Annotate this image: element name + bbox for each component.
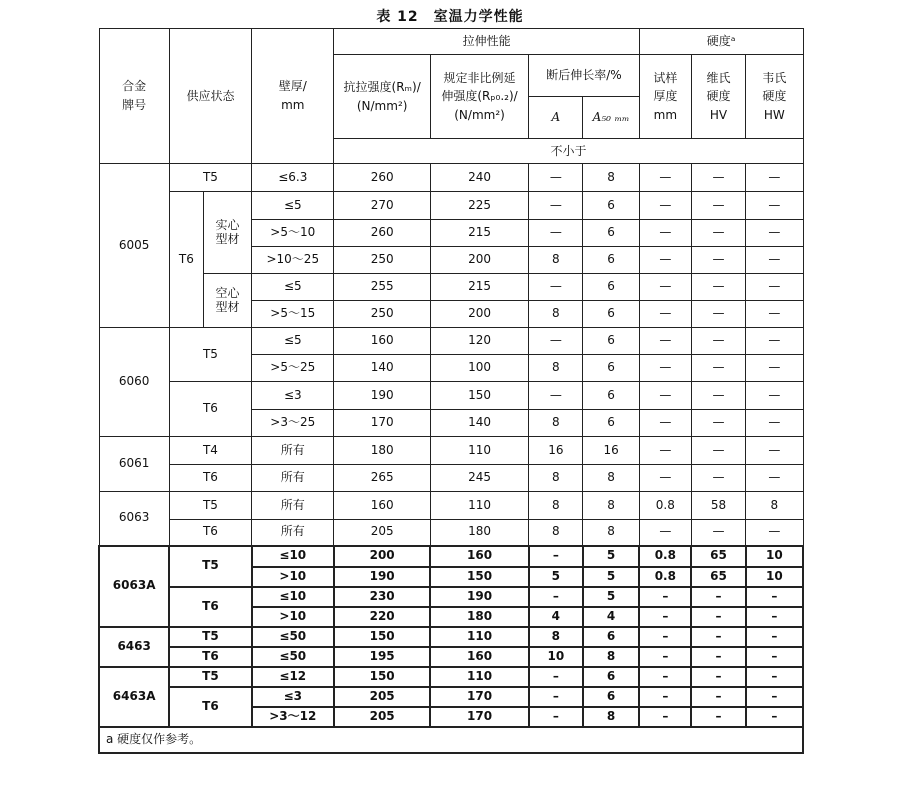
thickness-cell: —: [639, 382, 691, 410]
a50-cell: 8: [583, 647, 639, 667]
supply-state: T4: [169, 437, 251, 465]
a50-cell: 6: [583, 687, 639, 707]
a-cell: —: [529, 192, 583, 220]
thickness-cell: 0.8: [639, 546, 691, 567]
wall-cell: >5～10: [252, 220, 334, 247]
wall-cell: >3～12: [252, 707, 334, 727]
rp-cell: 160: [430, 546, 528, 567]
table-row: [99, 492, 803, 520]
a50-cell: 4: [583, 607, 639, 627]
table-row: [99, 627, 803, 647]
wall-cell: ≤6.3: [252, 164, 334, 192]
rm-cell: 205: [334, 520, 430, 546]
rp-cell: 100: [430, 355, 528, 382]
header-sample-thickness: 试样 厚度 mm: [639, 55, 691, 139]
rp-cell: 180: [430, 520, 528, 546]
wall-cell: ≤3: [252, 687, 334, 707]
alloy-6063: 6063: [99, 492, 169, 546]
a-cell: 4: [529, 607, 583, 627]
rm-cell: 190: [334, 382, 430, 410]
table-row: [99, 164, 803, 192]
wall-cell: 所有: [252, 465, 334, 492]
a50-cell: 5: [583, 587, 639, 607]
rp-cell: 200: [430, 301, 528, 328]
rm-cell: 170: [334, 410, 430, 437]
wall-cell: 所有: [252, 492, 334, 520]
thickness-cell: —: [639, 301, 691, 328]
thickness-cell: —: [639, 355, 691, 382]
hv-cell: 65: [691, 567, 745, 587]
header-min-note: 不小于: [334, 139, 803, 164]
hv-cell: —: [691, 301, 745, 328]
rm-cell: 205: [334, 707, 430, 727]
rm-cell: 140: [334, 355, 430, 382]
a-cell: —: [529, 220, 583, 247]
rm-cell: 160: [334, 328, 430, 355]
a50-cell: 8: [583, 707, 639, 727]
hw-cell: –: [746, 667, 803, 687]
supply-state: T6: [169, 687, 251, 727]
hv-cell: —: [691, 192, 745, 220]
hw-cell: —: [746, 465, 803, 492]
a-cell: —: [529, 328, 583, 355]
hv-cell: –: [691, 627, 745, 647]
hv-cell: 58: [691, 492, 745, 520]
supply-state: T5: [169, 627, 251, 647]
supply-state: T6: [169, 382, 251, 437]
header-tensile-strength: 抗拉强度(Rₘ)/ (N/mm²): [334, 55, 430, 139]
alloy-6063a: 6063A: [99, 546, 169, 627]
rm-cell: 250: [334, 247, 430, 274]
a50-cell: 8: [583, 520, 639, 546]
header-vickers-hardness: 维氏 硬度 HV: [691, 55, 745, 139]
rm-cell: 250: [334, 301, 430, 328]
a-cell: –: [529, 707, 583, 727]
hw-cell: —: [746, 437, 803, 465]
alloy-6061: 6061: [99, 437, 169, 492]
table-row: [99, 546, 803, 567]
header-elongation: 断后伸长率/%: [529, 55, 639, 97]
thickness-cell: —: [639, 220, 691, 247]
hv-cell: —: [691, 465, 745, 492]
supply-state: T5: [169, 667, 251, 687]
a-cell: —: [529, 164, 583, 192]
wall-cell: >10～25: [252, 247, 334, 274]
a-cell: 8: [529, 410, 583, 437]
hv-cell: —: [691, 520, 745, 546]
a50-cell: 8: [583, 164, 639, 192]
hw-cell: 10: [746, 546, 803, 567]
table-row: [99, 520, 803, 546]
header-tensile-properties: 拉伸性能: [334, 29, 639, 55]
profile-hollow: 空心 型材: [203, 274, 251, 328]
rp-cell: 150: [430, 382, 528, 410]
rp-cell: 225: [430, 192, 528, 220]
wall-cell: >3～25: [252, 410, 334, 437]
hw-cell: —: [746, 274, 803, 301]
rp-cell: 110: [430, 437, 528, 465]
rm-cell: 260: [334, 220, 430, 247]
wall-cell: >10: [252, 607, 334, 627]
hv-cell: –: [691, 587, 745, 607]
table-footnote: a 硬度仅作参考。: [99, 727, 803, 753]
hv-cell: —: [691, 437, 745, 465]
a-cell: —: [529, 274, 583, 301]
table-row: [99, 667, 803, 687]
table-row: [99, 437, 803, 465]
rm-cell: 200: [334, 546, 430, 567]
hw-cell: —: [746, 520, 803, 546]
supply-state: T6: [169, 520, 251, 546]
hw-cell: –: [746, 687, 803, 707]
wall-cell: ≤5: [252, 328, 334, 355]
hv-cell: —: [691, 164, 745, 192]
rp-cell: 160: [430, 647, 528, 667]
a-cell: –: [529, 587, 583, 607]
thickness-cell: –: [639, 587, 691, 607]
thickness-cell: —: [639, 247, 691, 274]
hv-cell: —: [691, 410, 745, 437]
a50-cell: 6: [583, 301, 639, 328]
hv-cell: –: [691, 707, 745, 727]
thickness-cell: —: [639, 410, 691, 437]
rp-cell: 170: [430, 707, 528, 727]
hv-cell: –: [691, 687, 745, 707]
thickness-cell: —: [639, 437, 691, 465]
header-alloy: 合金 牌号: [99, 29, 169, 164]
a-cell: 8: [529, 355, 583, 382]
rm-cell: 195: [334, 647, 430, 667]
wall-cell: ≤3: [252, 382, 334, 410]
a-cell: –: [529, 546, 583, 567]
wall-cell: ≤10: [252, 546, 334, 567]
rp-cell: 110: [430, 492, 528, 520]
rm-cell: 270: [334, 192, 430, 220]
rp-cell: 170: [430, 687, 528, 707]
table-row: [99, 587, 803, 607]
header-elongation-a: A: [529, 97, 583, 139]
alloy-6005: 6005: [99, 164, 169, 328]
wall-cell: >5～15: [252, 301, 334, 328]
hw-cell: —: [746, 164, 803, 192]
table-row: [99, 687, 803, 707]
a50-cell: 6: [583, 192, 639, 220]
hw-cell: –: [746, 587, 803, 607]
a-cell: 16: [529, 437, 583, 465]
a50-cell: 6: [583, 328, 639, 355]
a50-cell: 6: [583, 247, 639, 274]
hw-cell: —: [746, 301, 803, 328]
a-cell: 8: [529, 492, 583, 520]
rp-cell: 240: [430, 164, 528, 192]
a-cell: 5: [529, 567, 583, 587]
thickness-cell: –: [639, 607, 691, 627]
hv-cell: 65: [691, 546, 745, 567]
a50-cell: 5: [583, 567, 639, 587]
thickness-cell: –: [639, 707, 691, 727]
hv-cell: —: [691, 382, 745, 410]
mechanical-properties-table: [98, 28, 804, 754]
rm-cell: 265: [334, 465, 430, 492]
hw-cell: —: [746, 410, 803, 437]
hw-cell: —: [746, 247, 803, 274]
hw-cell: —: [746, 355, 803, 382]
wall-cell: ≤10: [252, 587, 334, 607]
supply-state: T5: [169, 546, 251, 587]
wall-cell: ≤50: [252, 627, 334, 647]
hw-cell: —: [746, 382, 803, 410]
header-elongation-a50: A₅₀ ₘₘ: [583, 97, 639, 139]
header-proof-strength: 规定非比例延 伸强度(Rₚ₀.₂)/ (N/mm²): [430, 55, 528, 139]
rp-cell: 200: [430, 247, 528, 274]
thickness-cell: —: [639, 328, 691, 355]
rm-cell: 190: [334, 567, 430, 587]
header-hardness: 硬度ᵃ: [639, 29, 803, 55]
table-row: [99, 328, 803, 355]
thickness-cell: —: [639, 274, 691, 301]
hw-cell: –: [746, 647, 803, 667]
a50-cell: 6: [583, 667, 639, 687]
a-cell: 8: [529, 520, 583, 546]
rp-cell: 140: [430, 410, 528, 437]
supply-state: T6: [169, 587, 251, 627]
hw-cell: —: [746, 220, 803, 247]
thickness-cell: —: [639, 465, 691, 492]
wall-cell: 所有: [252, 520, 334, 546]
thickness-cell: —: [639, 192, 691, 220]
hv-cell: –: [691, 607, 745, 627]
a-cell: 8: [529, 465, 583, 492]
header-webster-hardness: 韦氏 硬度 HW: [746, 55, 803, 139]
a50-cell: 6: [583, 627, 639, 647]
hw-cell: —: [746, 328, 803, 355]
a-cell: 8: [529, 247, 583, 274]
rp-cell: 110: [430, 667, 528, 687]
a50-cell: 6: [583, 274, 639, 301]
a-cell: 10: [529, 647, 583, 667]
rm-cell: 205: [334, 687, 430, 707]
hv-cell: —: [691, 220, 745, 247]
hv-cell: —: [691, 274, 745, 301]
a-cell: –: [529, 667, 583, 687]
wall-cell: ≤12: [252, 667, 334, 687]
header-wall-thickness: 壁厚/ mm: [252, 29, 334, 164]
table-row: [99, 382, 803, 410]
table-row: [99, 274, 803, 301]
a50-cell: 6: [583, 355, 639, 382]
wall-cell: ≤5: [252, 274, 334, 301]
supply-state: T6: [169, 647, 251, 667]
a-cell: 8: [529, 301, 583, 328]
wall-cell: ≤50: [252, 647, 334, 667]
table-row: [99, 647, 803, 667]
rm-cell: 160: [334, 492, 430, 520]
hw-cell: —: [746, 192, 803, 220]
thickness-cell: —: [639, 520, 691, 546]
profile-solid: 实心 型材: [203, 192, 251, 274]
rp-cell: 150: [430, 567, 528, 587]
hw-cell: –: [746, 627, 803, 647]
a50-cell: 16: [583, 437, 639, 465]
supply-state: T6: [169, 192, 203, 328]
alloy-6463: 6463: [99, 627, 169, 667]
thickness-cell: –: [639, 687, 691, 707]
rp-cell: 215: [430, 220, 528, 247]
hv-cell: –: [691, 667, 745, 687]
a50-cell: 6: [583, 382, 639, 410]
rm-cell: 150: [334, 667, 430, 687]
thickness-cell: —: [639, 164, 691, 192]
rm-cell: 150: [334, 627, 430, 647]
a-cell: —: [529, 382, 583, 410]
thickness-cell: –: [639, 667, 691, 687]
table-row: [99, 192, 803, 220]
rp-cell: 215: [430, 274, 528, 301]
wall-cell: 所有: [252, 437, 334, 465]
rp-cell: 110: [430, 627, 528, 647]
a50-cell: 5: [583, 546, 639, 567]
table-row: [99, 465, 803, 492]
supply-state: T5: [169, 328, 251, 382]
table-title: 表 12 室温力学性能: [376, 9, 524, 25]
a-cell: 8: [529, 627, 583, 647]
thickness-cell: 0.8: [639, 492, 691, 520]
hv-cell: —: [691, 328, 745, 355]
a50-cell: 8: [583, 492, 639, 520]
wall-cell: ≤5: [252, 192, 334, 220]
rp-cell: 180: [430, 607, 528, 627]
supply-state: T5: [169, 164, 251, 192]
hv-cell: —: [691, 247, 745, 274]
hw-cell: –: [746, 607, 803, 627]
hv-cell: —: [691, 355, 745, 382]
thickness-cell: 0.8: [639, 567, 691, 587]
header-supply-state: 供应状态: [169, 29, 251, 164]
thickness-cell: –: [639, 647, 691, 667]
wall-cell: >5～25: [252, 355, 334, 382]
hw-cell: –: [746, 707, 803, 727]
hw-cell: 8: [746, 492, 803, 520]
hw-cell: 10: [746, 567, 803, 587]
rm-cell: 220: [334, 607, 430, 627]
supply-state: T6: [169, 465, 251, 492]
rm-cell: 255: [334, 274, 430, 301]
a50-cell: 8: [583, 465, 639, 492]
alloy-6463a: 6463A: [99, 667, 169, 727]
alloy-6060: 6060: [99, 328, 169, 437]
thickness-cell: –: [639, 627, 691, 647]
rm-cell: 260: [334, 164, 430, 192]
a50-cell: 6: [583, 220, 639, 247]
supply-state: T5: [169, 492, 251, 520]
hv-cell: –: [691, 647, 745, 667]
rp-cell: 190: [430, 587, 528, 607]
rm-cell: 180: [334, 437, 430, 465]
a-cell: –: [529, 687, 583, 707]
rp-cell: 120: [430, 328, 528, 355]
wall-cell: >10: [252, 567, 334, 587]
rm-cell: 230: [334, 587, 430, 607]
a50-cell: 6: [583, 410, 639, 437]
rp-cell: 245: [430, 465, 528, 492]
